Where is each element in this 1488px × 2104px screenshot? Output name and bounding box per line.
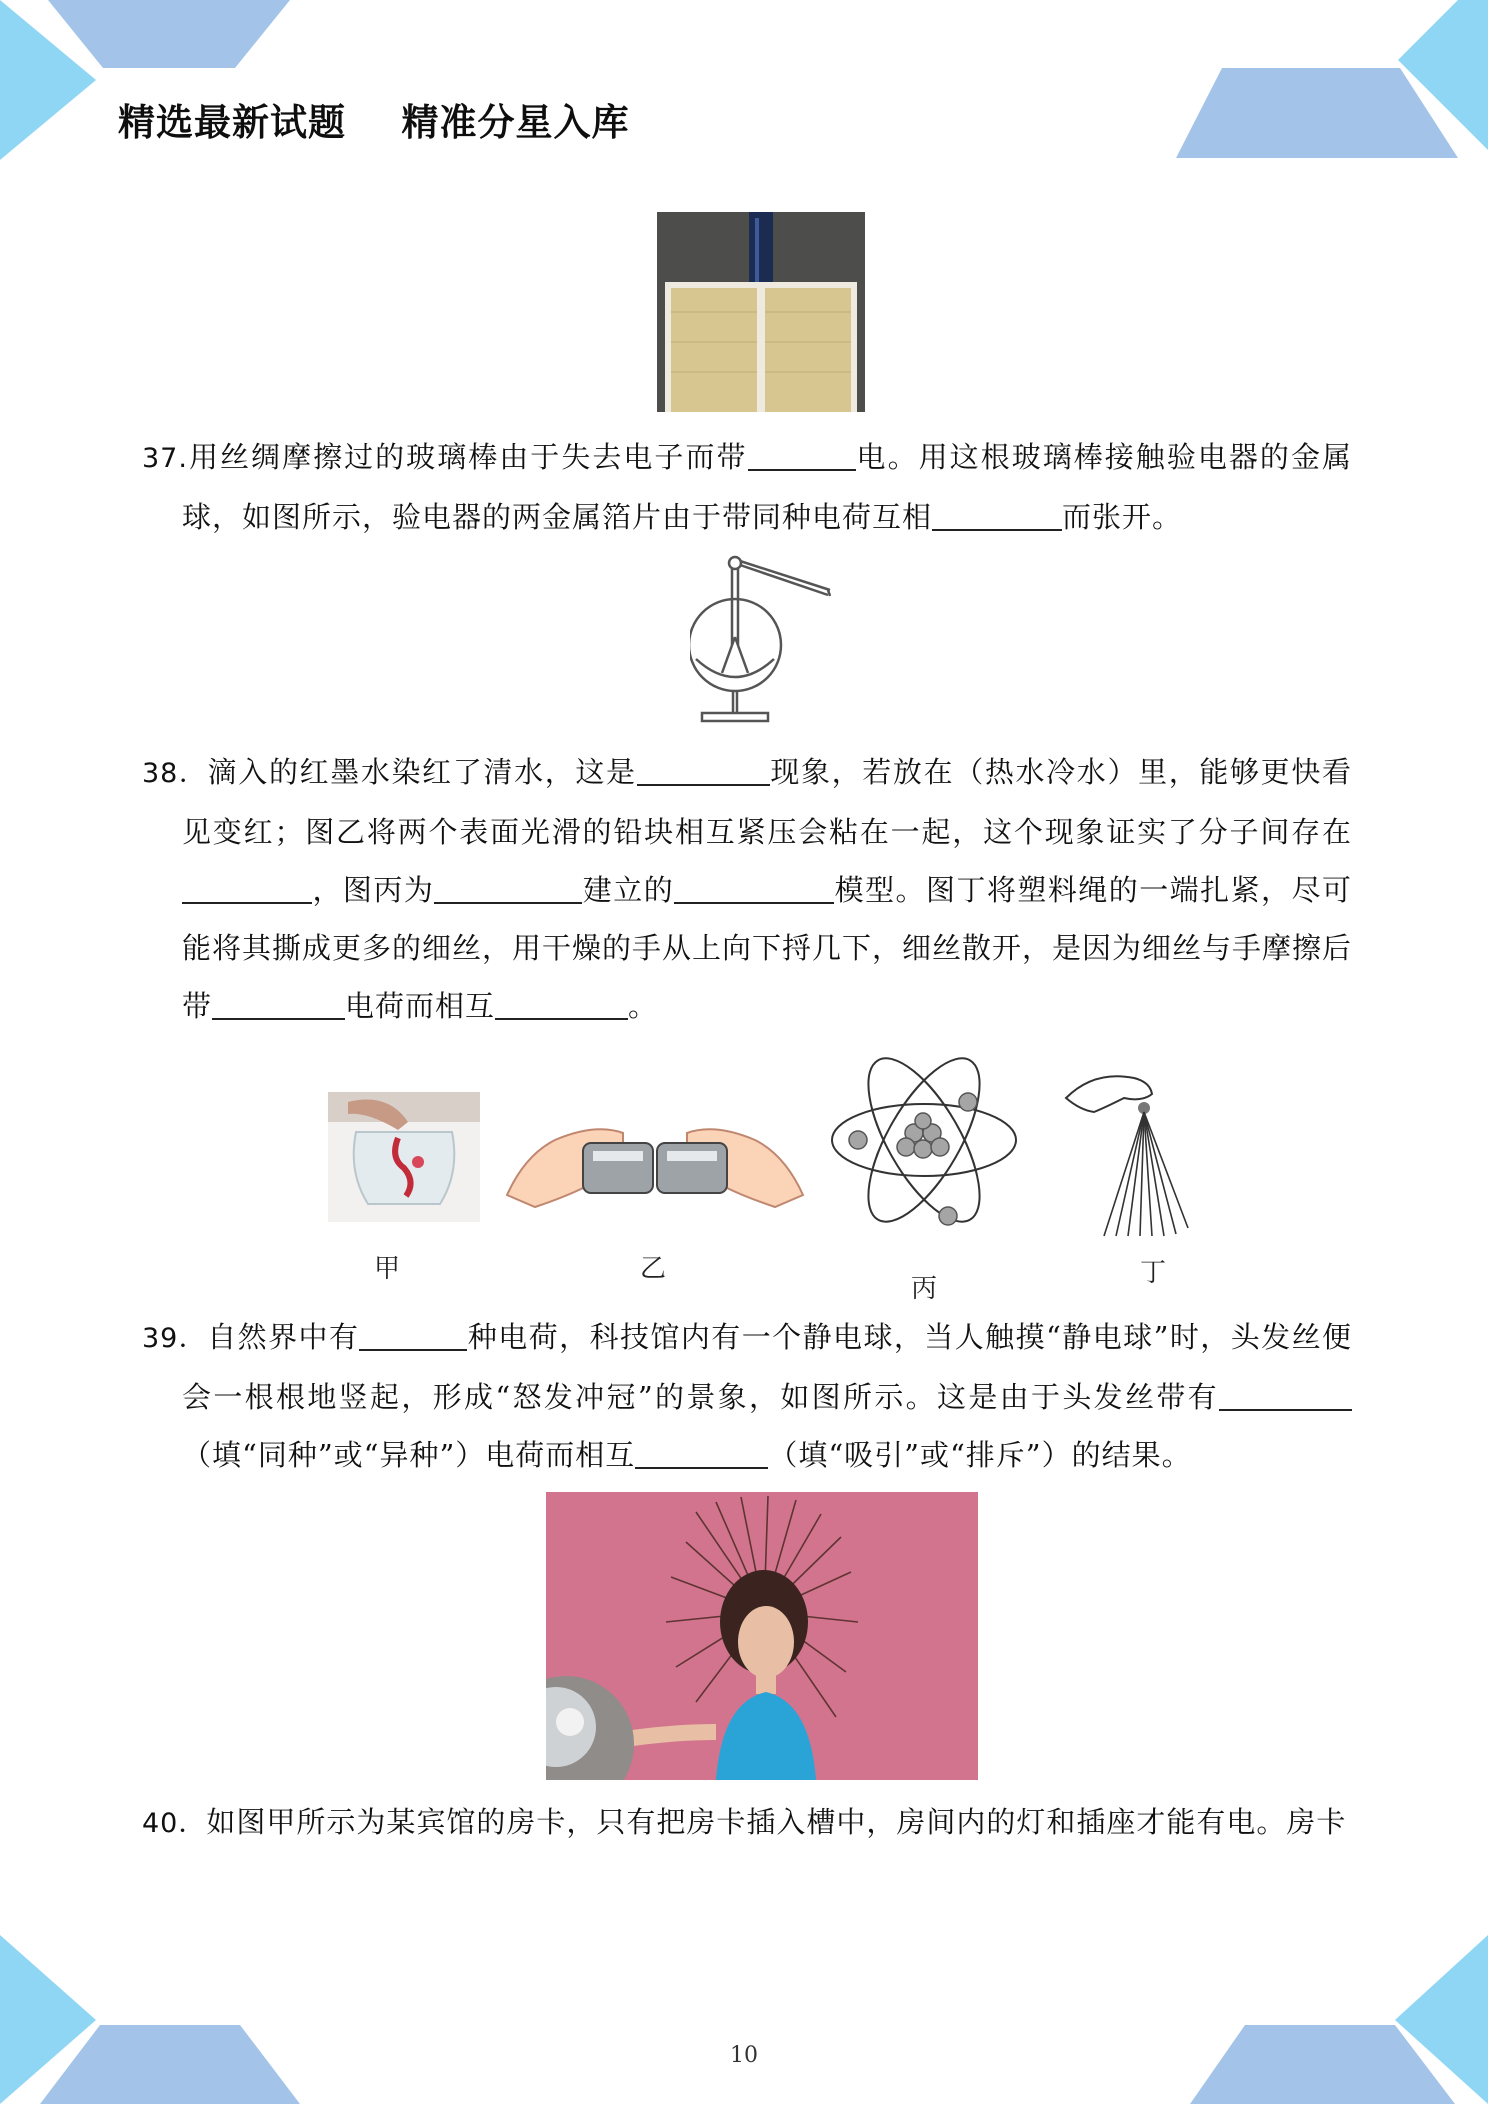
- question-text: 自然界中有: [207, 1320, 360, 1354]
- question-text: 。: [628, 989, 659, 1023]
- glass-rod-silk-photo: [657, 212, 865, 412]
- question-text: 现象，若放在（热水冷水）里，能够更快看见变红；图乙将两个表面光滑的铅块相互紧压会粘在一起，这个现象证实了分子间存在: [182, 755, 1352, 849]
- question-text: 建立的: [582, 873, 675, 907]
- question-number: 37.: [142, 443, 188, 474]
- question-text: 如图甲所示为某宾馆的房卡，只有把房卡插入槽中，房间内的灯和插座才能有电。房卡: [206, 1805, 1347, 1839]
- question-text: （填“吸引”或“排斥”）的结果。: [768, 1438, 1192, 1472]
- question-37: [142, 428, 1352, 546]
- question-text: 电。用这根玻璃棒接触验电器的金属球，如图所示，验电器的两金属箔片由于带同种电荷互相: [182, 440, 1352, 534]
- question-text: 而张开。: [1062, 500, 1183, 534]
- question-text: ，图丙为: [312, 873, 435, 907]
- answer-blank[interactable]: [635, 1437, 768, 1469]
- answer-blank[interactable]: [495, 988, 628, 1020]
- header-title: 精选最新试题 精准分星入库: [118, 101, 630, 144]
- question-text: 滴入的红墨水染红了清水，这是: [207, 755, 637, 789]
- question-number: 39．: [142, 1323, 208, 1354]
- question-text: 电荷而相互: [345, 989, 496, 1023]
- plastic-string-diagram: [1064, 1068, 1199, 1238]
- answer-blank[interactable]: [748, 439, 856, 471]
- question-text: 模型。图丁将塑料绳的一端扎紧，尽可能将其撕成更多的细丝，用干燥的手从上向下捋几下，细丝散开，是因为细丝与手摩擦后带: [182, 873, 1353, 1023]
- question-number: 38．: [142, 758, 208, 789]
- answer-blank[interactable]: [212, 988, 345, 1020]
- answer-blank[interactable]: [637, 754, 770, 786]
- static-electricity-ball-photo: [546, 1492, 978, 1780]
- figure-caption-yi: 乙: [640, 1254, 667, 1284]
- answer-blank[interactable]: [674, 872, 834, 904]
- electroscope-diagram: [690, 555, 835, 730]
- question-text: 种电荷，科技馆内有一个静电球，当人触摸“静电球”时，头发丝便会一根根地竖起，形成“怒发冲冠”的景象，如图所示。这是由于头发丝带有: [182, 1320, 1353, 1414]
- question-text: 用丝绸摩擦过的玻璃棒由于失去电子而带: [187, 440, 748, 474]
- answer-blank[interactable]: [434, 872, 582, 904]
- question-number: 40．: [142, 1808, 207, 1839]
- question-39: [142, 1308, 1352, 1484]
- figure-caption-jia: 甲: [374, 1254, 401, 1284]
- figure-caption-ding: 丁: [1140, 1258, 1167, 1288]
- question-38: [142, 743, 1352, 1035]
- question-text: （填“同种”或“异种”）电荷而相互: [182, 1438, 636, 1472]
- answer-blank[interactable]: [1219, 1379, 1352, 1411]
- question-40: [142, 1793, 1352, 1853]
- ink-in-water-photo: [328, 1092, 480, 1222]
- page-number: 10: [730, 2043, 758, 2068]
- answer-blank[interactable]: [359, 1319, 467, 1351]
- answer-blank[interactable]: [932, 499, 1062, 531]
- lead-blocks-diagram: [505, 1105, 805, 1215]
- figure-caption-bing: 丙: [911, 1274, 938, 1304]
- atom-model-diagram: [826, 1045, 1022, 1235]
- answer-blank[interactable]: [182, 872, 312, 904]
